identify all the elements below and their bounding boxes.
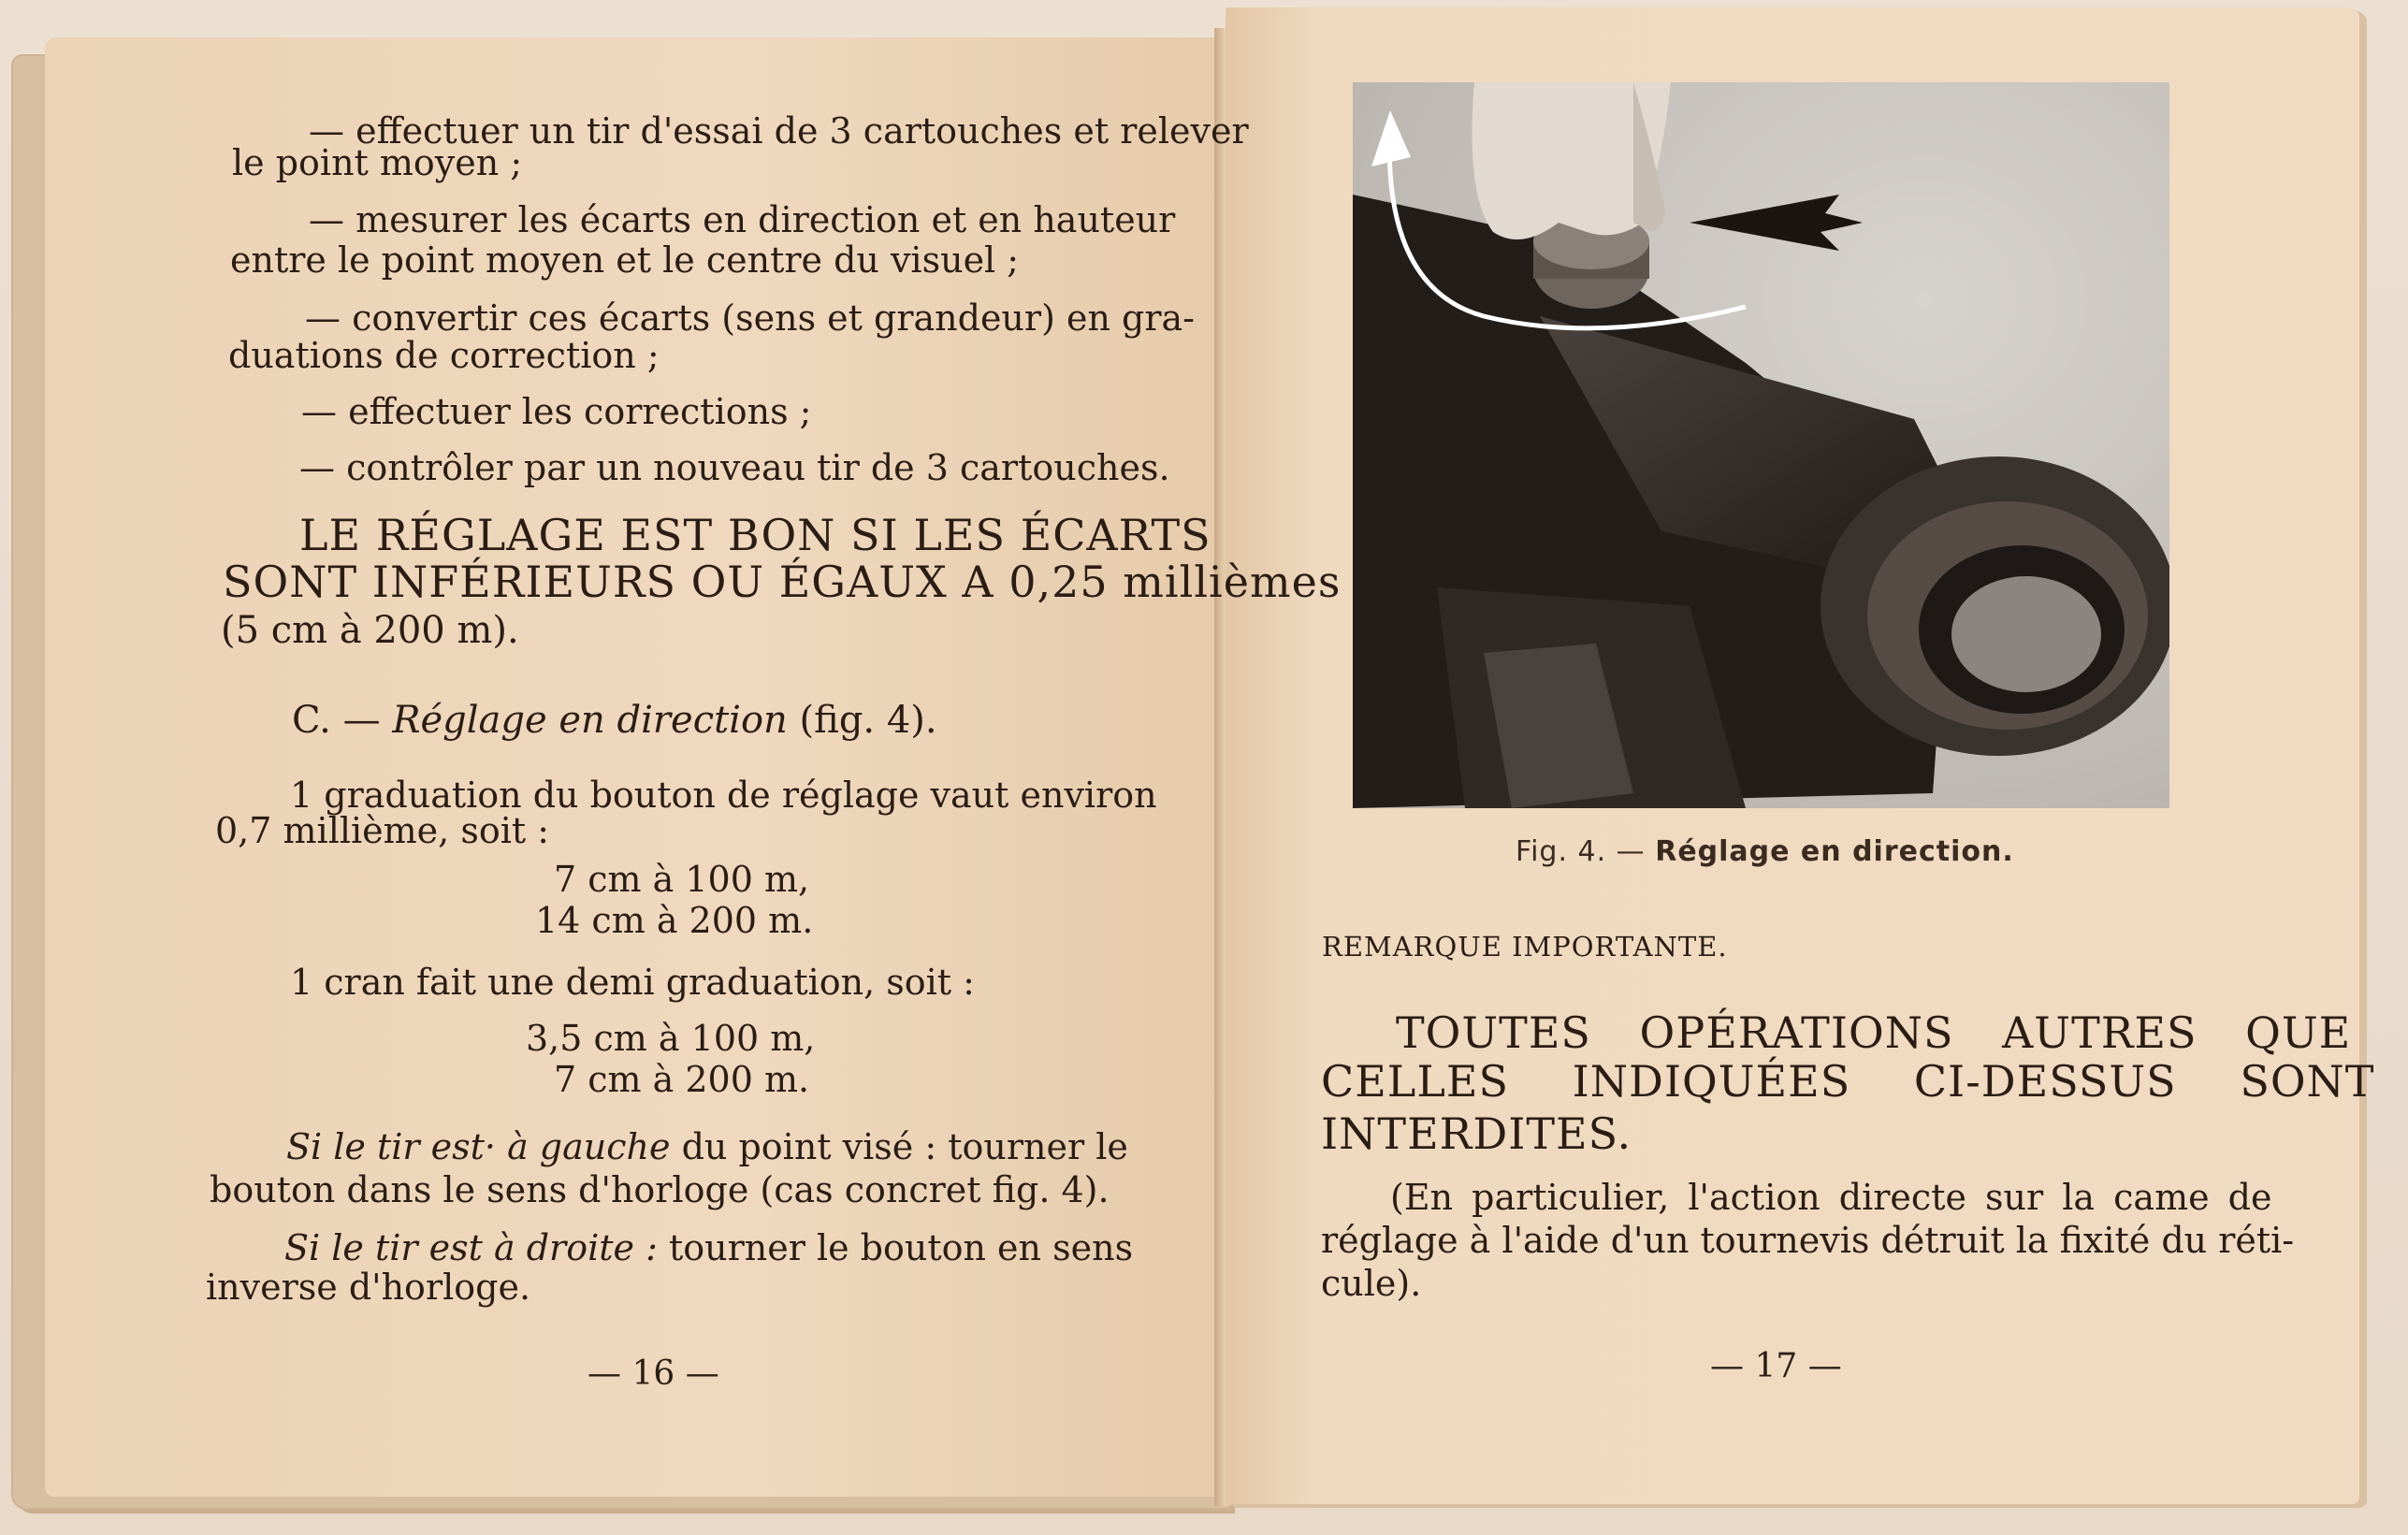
warning-line-3: INTERDITES. [1321, 1108, 1632, 1159]
droite-line-2: inverse d'horloge. [206, 1267, 531, 1308]
step-line-4: entre le point moyen et le centre du visuel ; [230, 239, 1020, 281]
figure-photo [1353, 82, 2169, 808]
gauche-line-2: bouton dans le sens d'horloge (cas concret fig. 4). [210, 1169, 1110, 1210]
note-line-3: cule). [1321, 1263, 1422, 1304]
graduation-line-2: 0,7 millième, soit : [215, 810, 550, 851]
droite-condition: Si le tir est à droite : [284, 1227, 658, 1268]
note-line-1: (En particulier, l'action directe sur la came de [1390, 1177, 2272, 1218]
gauche-instruction: du point visé : tourner le [670, 1126, 1128, 1167]
step-line-1: — effectuer un tir d'essai de 3 cartouches et relever [309, 110, 1249, 152]
figure-caption-title: Réglage en direction. [1655, 835, 2014, 868]
note-line-2: réglage à l'aide d'un tournevis détruit la fixité du réti- [1321, 1220, 2295, 1261]
remark-heading: REMARQUE IMPORTANTE. [1322, 931, 1728, 963]
warning-line-2: CELLES INDIQUÉES CI-DESSUS SONT [1321, 1056, 2375, 1107]
cran-value-2: 7 cm à 200 m. [554, 1059, 810, 1100]
cran-line: 1 cran fait une demi graduation, soit : [290, 962, 975, 1003]
page-number-right: — 17 — [1710, 1347, 1842, 1385]
figure-caption [1516, 835, 2014, 868]
gauche-line-1 [286, 1126, 1128, 1167]
step-line-8: — contrôler par un nouveau tir de 3 cartouches. [299, 447, 1170, 488]
conclusion-line-2: SONT INFÉRIEURS OU ÉGAUX A 0,25 millièmes [223, 557, 1342, 607]
graduation-line-1: 1 graduation du bouton de réglage vaut environ [290, 775, 1157, 816]
step-line-6: duations de correction ; [228, 335, 660, 376]
figure-caption-prefix: Fig. 4. — [1516, 835, 1656, 868]
step-line-3: — mesurer les écarts en direction et en hauteur [309, 199, 1176, 240]
section-heading-title: Réglage en direction [392, 699, 788, 742]
section-heading [292, 700, 937, 741]
scope-adjustment-photo [1353, 82, 2169, 808]
step-line-7: — effectuer les corrections ; [301, 391, 812, 432]
step-line-5: — convertir ces écarts (sens et grandeur) en gra- [305, 297, 1196, 339]
page-number-left: — 16 — [587, 1354, 719, 1393]
step-line-2: le point moyen ; [232, 142, 523, 183]
graduation-value-2: 14 cm à 200 m. [535, 900, 814, 941]
conclusion-line-1: LE RÉGLAGE EST BON SI LES ÉCARTS [299, 510, 1211, 560]
droite-instruction: tourner le bouton en sens [657, 1227, 1134, 1268]
cran-value-1: 3,5 cm à 100 m, [526, 1018, 816, 1059]
conclusion-line-3: (5 cm à 200 m). [221, 609, 519, 652]
gauche-condition: Si le tir est· à gauche [286, 1126, 671, 1167]
warning-line-1: TOUTES OPÉRATIONS AUTRES QUE [1396, 1007, 2352, 1058]
droite-line-1 [284, 1227, 1133, 1268]
graduation-value-1: 7 cm à 100 m, [554, 859, 810, 900]
section-heading-ref: (fig. 4). [787, 699, 937, 742]
section-heading-prefix: C. — [292, 699, 393, 742]
